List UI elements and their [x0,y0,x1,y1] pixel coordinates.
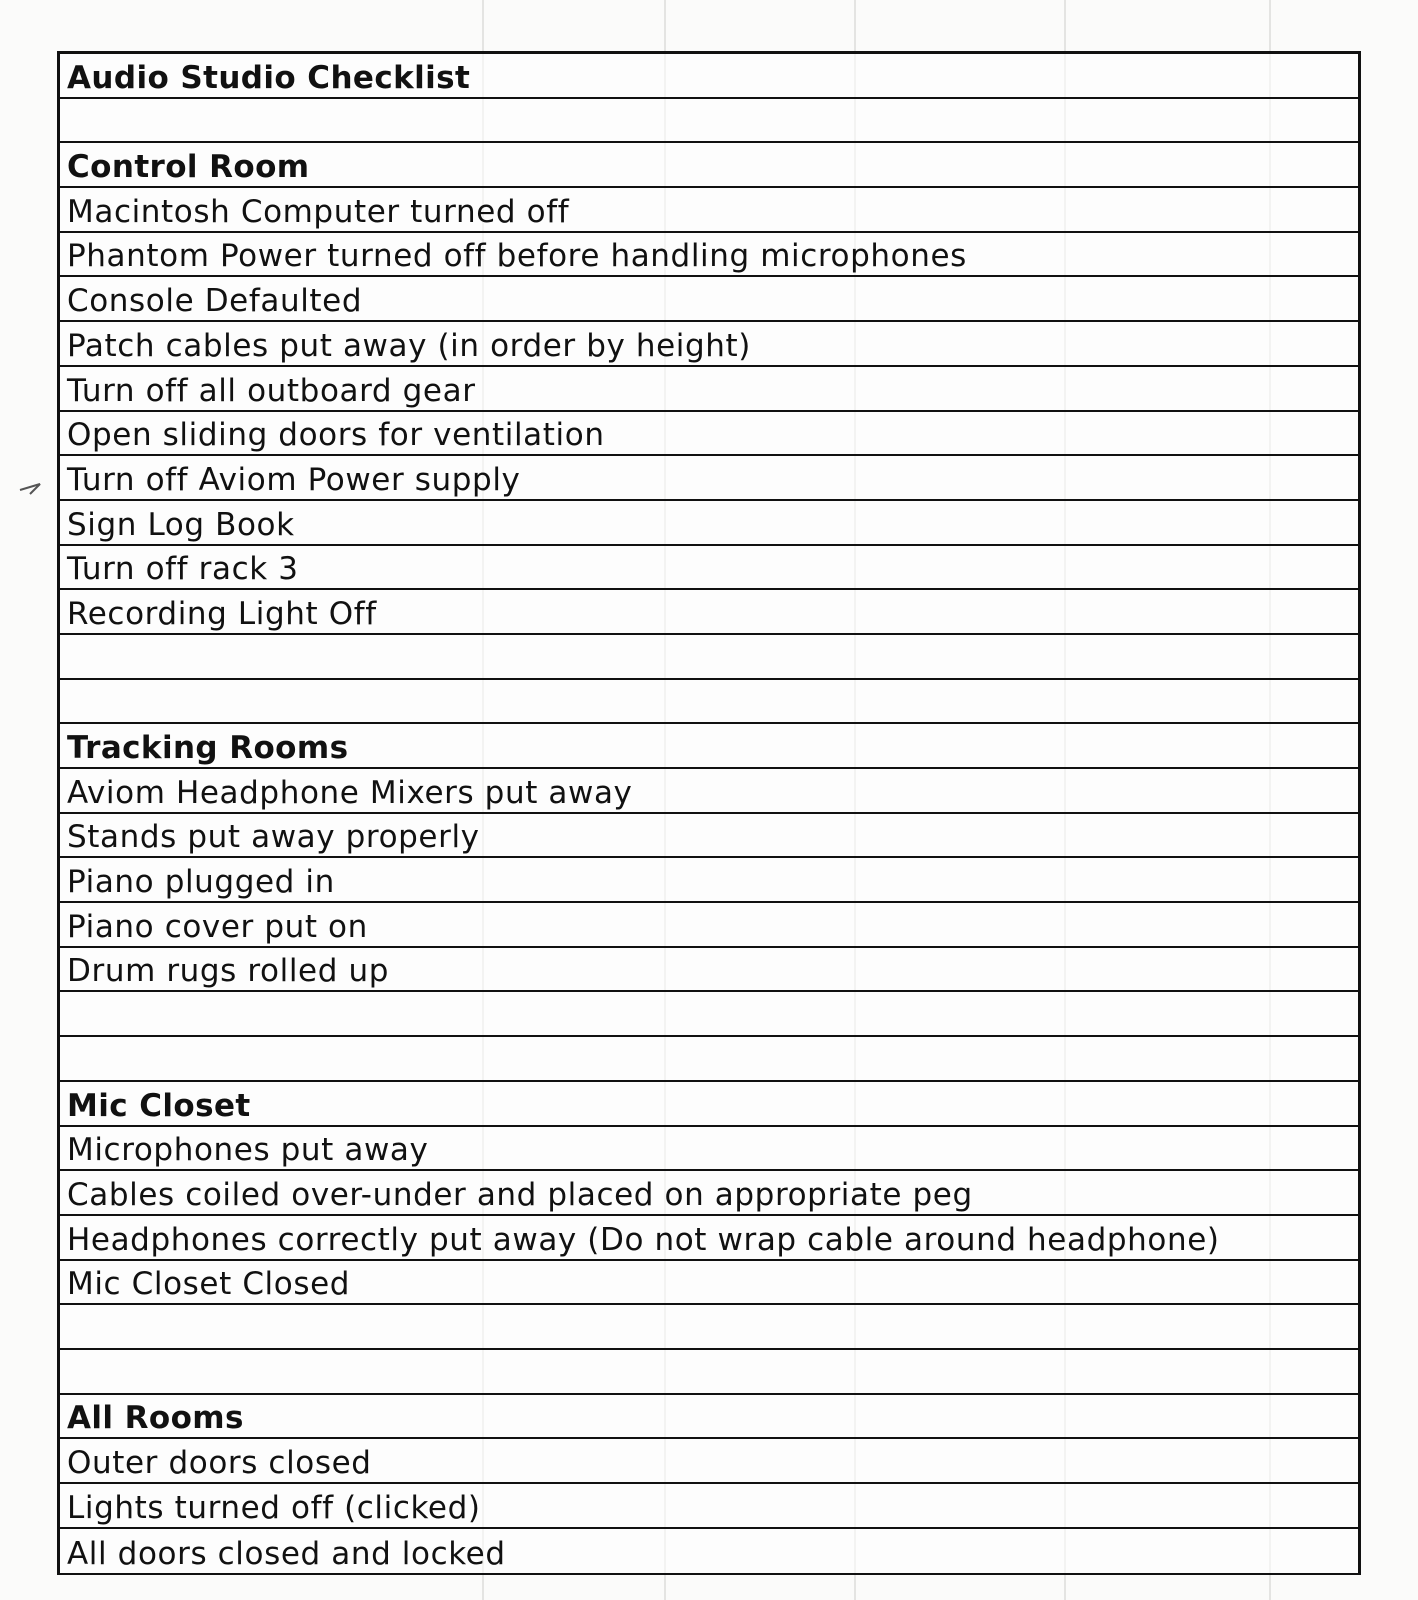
checklist-item: Turn off Aviom Power supply [60,456,1358,501]
section-heading-control-room: Control Room [60,143,1358,188]
blank-row [60,1305,1358,1350]
checklist-item: Recording Light Off [60,590,1358,635]
checklist-item: Aviom Headphone Mixers put away [60,769,1358,814]
checklist-item: Sign Log Book [60,501,1358,546]
checklist-item: Macintosh Computer turned off [60,188,1358,233]
checklist-item: Turn off all outboard gear [60,367,1358,412]
checklist-item: Open sliding doors for ventilation [60,412,1358,457]
checklist-item: Phantom Power turned off before handling microphones [60,233,1358,278]
section-heading-mic-closet: Mic Closet [60,1082,1358,1127]
checklist-item: Drum rugs rolled up [60,948,1358,993]
blank-row [60,680,1358,725]
section-heading-all-rooms: All Rooms [60,1395,1358,1440]
checklist-item: Turn off rack 3 [60,546,1358,591]
checklist-item: Microphones put away [60,1127,1358,1172]
blank-row [60,635,1358,680]
blank-row [60,1350,1358,1395]
section-heading-tracking-rooms: Tracking Rooms [60,724,1358,769]
checklist-item: Outer doors closed [60,1439,1358,1484]
checklist-item: Cables coiled over-under and placed on appropriate peg [60,1171,1358,1216]
blank-row [60,992,1358,1037]
checklist-item: Headphones correctly put away (Do not wrap cable around headphone) [60,1216,1358,1261]
checklist-item: Stands put away properly [60,814,1358,859]
checklist-item: All doors closed and locked [67,1536,506,1573]
checklist-item: Lights turned off (clicked) [60,1484,1358,1529]
audio-studio-checklist [57,51,1361,1575]
checklist-item: Console Defaulted [60,277,1358,322]
checklist-title: Audio Studio Checklist [60,54,1358,99]
checklist-item: Mic Closet Closed [60,1261,1358,1306]
blank-row [60,99,1358,144]
blank-row [60,1037,1358,1082]
checklist-item: Piano cover put on [60,903,1358,948]
checklist-item: Patch cables put away (in order by height) [60,322,1358,367]
checklist-item: Piano plugged in [60,858,1358,903]
